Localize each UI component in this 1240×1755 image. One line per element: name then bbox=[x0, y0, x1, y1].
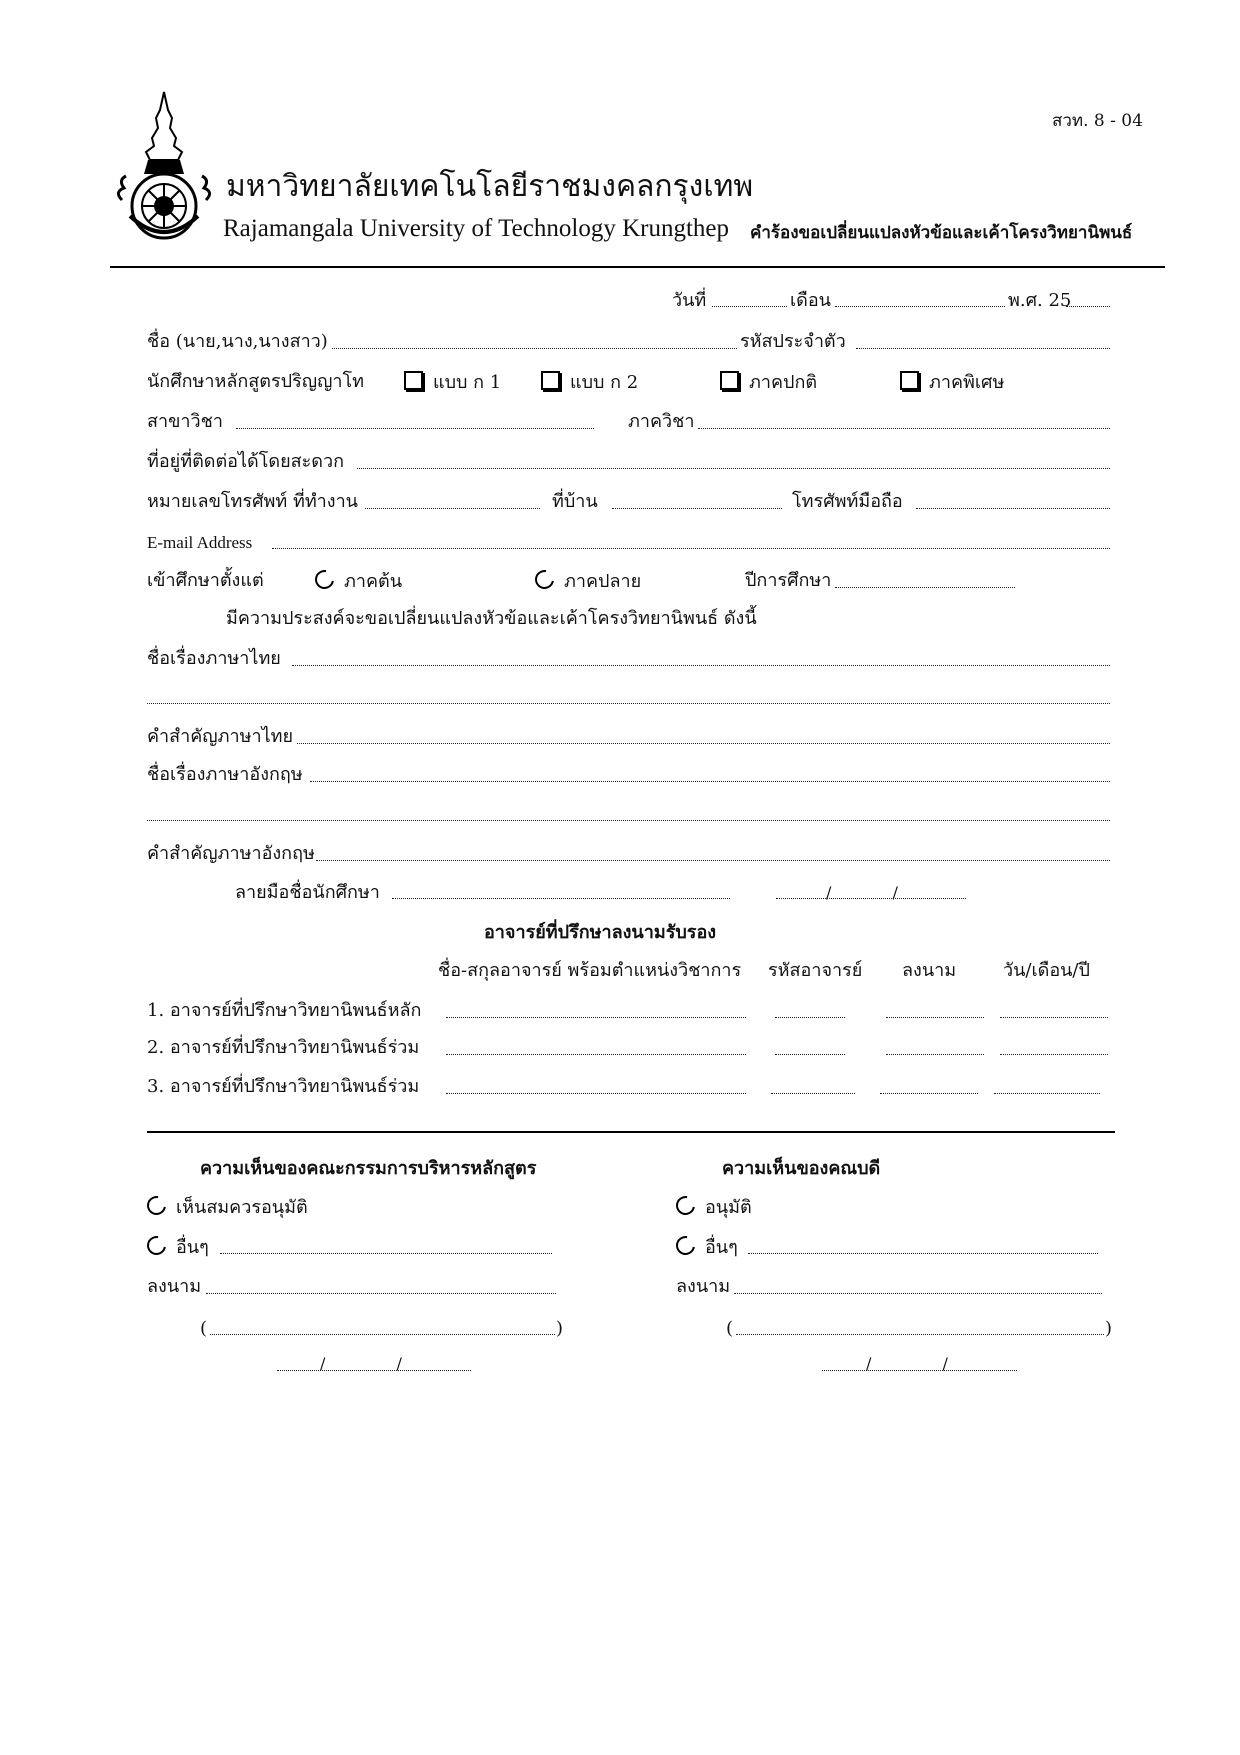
date-day-field[interactable] bbox=[712, 306, 787, 307]
committee-name-field[interactable] bbox=[210, 1334, 555, 1335]
committee-sign-field[interactable] bbox=[206, 1293, 556, 1294]
advisor-row-3-label: 3. อาจารย์ที่ปรึกษาวิทยานิพนธ์ร่วม bbox=[147, 1076, 420, 1097]
keywords-th-field[interactable] bbox=[297, 743, 1110, 744]
email-field[interactable] bbox=[272, 548, 1110, 549]
checkbox-icon[interactable] bbox=[900, 371, 919, 390]
advisor-row-2-name-field[interactable] bbox=[446, 1054, 746, 1055]
enroll-label: เข้าศึกษาตั้งแต่ bbox=[147, 570, 264, 591]
program-label: นักศึกษาหลักสูตรปริญญาโท bbox=[147, 371, 365, 392]
radio-icon[interactable] bbox=[311, 566, 337, 592]
dean-sign-field[interactable] bbox=[734, 1293, 1102, 1294]
title-en-label: ชื่อเรื่องภาษาอังกฤษ bbox=[147, 764, 303, 785]
committee-heading: ความเห็นของคณะกรรมการบริหารหลักสูตร bbox=[200, 1158, 537, 1179]
committee-option-approve[interactable]: เห็นสมควรอนุมัติ bbox=[147, 1196, 308, 1219]
dean-name-field[interactable] bbox=[736, 1334, 1104, 1335]
title-th-label: ชื่อเรื่องภาษาไทย bbox=[147, 648, 281, 669]
date-year-field[interactable] bbox=[1066, 306, 1110, 307]
advisor-row-2-sign-field[interactable] bbox=[886, 1054, 984, 1055]
advisor-row-2-label: 2. อาจารย์ที่ปรึกษาวิทยานิพนธ์ร่วม bbox=[147, 1037, 420, 1058]
checkbox-icon[interactable] bbox=[404, 371, 423, 390]
date-month-field[interactable] bbox=[835, 306, 1005, 307]
dean-other-field[interactable] bbox=[748, 1253, 1098, 1254]
advisor-row-1-sign-field[interactable] bbox=[886, 1017, 984, 1018]
committee-sign-label: ลงนาม bbox=[147, 1276, 202, 1297]
radio-icon[interactable] bbox=[531, 566, 557, 592]
advisor-row-3-code-field[interactable] bbox=[771, 1093, 855, 1094]
advisors-col-sign: ลงนาม bbox=[902, 960, 957, 981]
advisor-row-1-code-field[interactable] bbox=[775, 1017, 845, 1018]
major-field[interactable] bbox=[236, 428, 594, 429]
dean-heading: ความเห็นของคณบดี bbox=[722, 1158, 881, 1179]
university-seal bbox=[110, 88, 218, 240]
university-name-en: Rajamangala University of Technology Krungthep bbox=[223, 215, 729, 242]
keywords-en-label: คำสำคัญภาษาอังกฤษ bbox=[147, 843, 315, 864]
date-day-label: วันที่ bbox=[672, 290, 707, 311]
name-label: ชื่อ (นาย,นาง,นางสาว) bbox=[147, 331, 328, 352]
department-label: ภาควิชา bbox=[628, 411, 695, 432]
title-th-field-line2[interactable] bbox=[147, 703, 1110, 704]
advisors-col-date: วัน/เดือน/ปี bbox=[1003, 960, 1090, 981]
title-en-field-line2[interactable] bbox=[147, 820, 1110, 821]
advisor-row-3-sign-field[interactable] bbox=[880, 1093, 978, 1094]
mobile-label: โทรศัพท์มือถือ bbox=[792, 491, 903, 512]
student-id-label: รหัสประจำตัว bbox=[740, 331, 846, 352]
student-signature-label: ลายมือชื่อนักศึกษา bbox=[235, 882, 380, 903]
regular-option[interactable]: ภาคปกติ bbox=[720, 371, 817, 394]
work-phone-label: หมายเลขโทรศัพท์ ที่ทำงาน bbox=[147, 491, 358, 512]
address-field[interactable] bbox=[357, 468, 1110, 469]
email-label: E-mail Address bbox=[147, 533, 253, 552]
date-year-label: พ.ศ. 25 bbox=[1008, 290, 1072, 311]
keywords-en-field[interactable] bbox=[316, 860, 1110, 861]
work-phone-field[interactable] bbox=[365, 508, 540, 509]
advisor-row-2-date-field[interactable] bbox=[1000, 1054, 1108, 1055]
term2-option[interactable]: ภาคปลาย bbox=[535, 570, 641, 593]
title-en-field[interactable] bbox=[310, 781, 1110, 782]
form-title: คำร้องขอเปลี่ยนแปลงหัวข้อและเค้าโครงวิทยานิพนธ์ bbox=[750, 223, 1133, 243]
student-signature-field[interactable] bbox=[392, 898, 730, 899]
radio-icon[interactable] bbox=[672, 1232, 698, 1258]
advisor-row-1-date-field[interactable] bbox=[1000, 1017, 1108, 1018]
committee-name-open-paren: ( bbox=[200, 1318, 208, 1339]
radio-icon[interactable] bbox=[143, 1192, 169, 1218]
plan-a1-option[interactable]: แบบ ก 1 bbox=[404, 371, 501, 394]
department-field[interactable] bbox=[698, 428, 1110, 429]
committee-name-close-paren: ) bbox=[556, 1318, 564, 1339]
keywords-th-label: คำสำคัญภาษาไทย bbox=[147, 726, 294, 747]
committee-date-slashes: / / bbox=[320, 1354, 402, 1373]
advisor-row-1-label: 1. อาจารย์ที่ปรึกษาวิทยานิพนธ์หลัก bbox=[147, 1000, 422, 1021]
radio-icon[interactable] bbox=[672, 1192, 698, 1218]
academic-year-field[interactable] bbox=[835, 587, 1015, 588]
committee-option-other[interactable]: อื่นๆ bbox=[147, 1236, 209, 1259]
advisors-col-code: รหัสอาจารย์ bbox=[768, 960, 863, 981]
dean-sign-label: ลงนาม bbox=[676, 1276, 731, 1297]
section-divider bbox=[147, 1131, 1115, 1133]
special-option[interactable]: ภาคพิเศษ bbox=[900, 371, 1004, 394]
term1-option[interactable]: ภาคต้น bbox=[315, 570, 402, 593]
dean-option-other[interactable]: อื่นๆ bbox=[676, 1236, 738, 1259]
dean-date-slashes: / / bbox=[866, 1354, 948, 1373]
dean-name-open-paren: ( bbox=[726, 1318, 734, 1339]
university-name-th: มหาวิทยาลัยเทคโนโลยีราชมงคลกรุงเทพ bbox=[226, 169, 754, 204]
major-label: สาขาวิชา bbox=[147, 411, 223, 432]
request-intro: มีความประสงค์จะขอเปลี่ยนแปลงหัวข้อและเค้าโครงวิทยานิพนธ์ ดังนี้ bbox=[226, 608, 757, 629]
dean-name-close-paren: ) bbox=[1105, 1318, 1113, 1339]
advisor-row-3-name-field[interactable] bbox=[446, 1093, 746, 1094]
radio-icon[interactable] bbox=[143, 1232, 169, 1258]
student-sign-date-slashes: / / bbox=[826, 883, 898, 902]
student-id-field[interactable] bbox=[856, 348, 1110, 349]
header-rule bbox=[110, 266, 1165, 268]
plan-a2-option[interactable]: แบบ ก 2 bbox=[541, 371, 638, 394]
academic-year-label: ปีการศึกษา bbox=[745, 570, 832, 591]
dean-option-approve[interactable]: อนุมัติ bbox=[676, 1196, 752, 1219]
address-label: ที่อยู่ที่ติดต่อได้โดยสะดวก bbox=[147, 451, 344, 472]
committee-other-field[interactable] bbox=[220, 1253, 552, 1254]
date-month-label: เดือน bbox=[790, 290, 831, 311]
name-field[interactable] bbox=[332, 348, 737, 349]
home-phone-label: ที่บ้าน bbox=[552, 491, 598, 512]
advisors-col-name: ชื่อ-สกุลอาจารย์ พร้อมตำแหน่งวิชาการ bbox=[438, 960, 742, 981]
advisor-row-1-name-field[interactable] bbox=[446, 1017, 746, 1018]
checkbox-icon[interactable] bbox=[541, 371, 560, 390]
mobile-field[interactable] bbox=[916, 508, 1110, 509]
title-th-field[interactable] bbox=[292, 665, 1110, 666]
advisors-heading: อาจารย์ที่ปรึกษาลงนามรับรอง bbox=[484, 922, 717, 943]
advisor-row-2-code-field[interactable] bbox=[775, 1054, 845, 1055]
advisor-row-3-date-field[interactable] bbox=[994, 1093, 1100, 1094]
checkbox-icon[interactable] bbox=[720, 371, 739, 390]
form-code: สวท. 8 - 04 bbox=[1052, 111, 1143, 131]
seal-icon bbox=[110, 88, 218, 240]
home-phone-field[interactable] bbox=[612, 508, 782, 509]
